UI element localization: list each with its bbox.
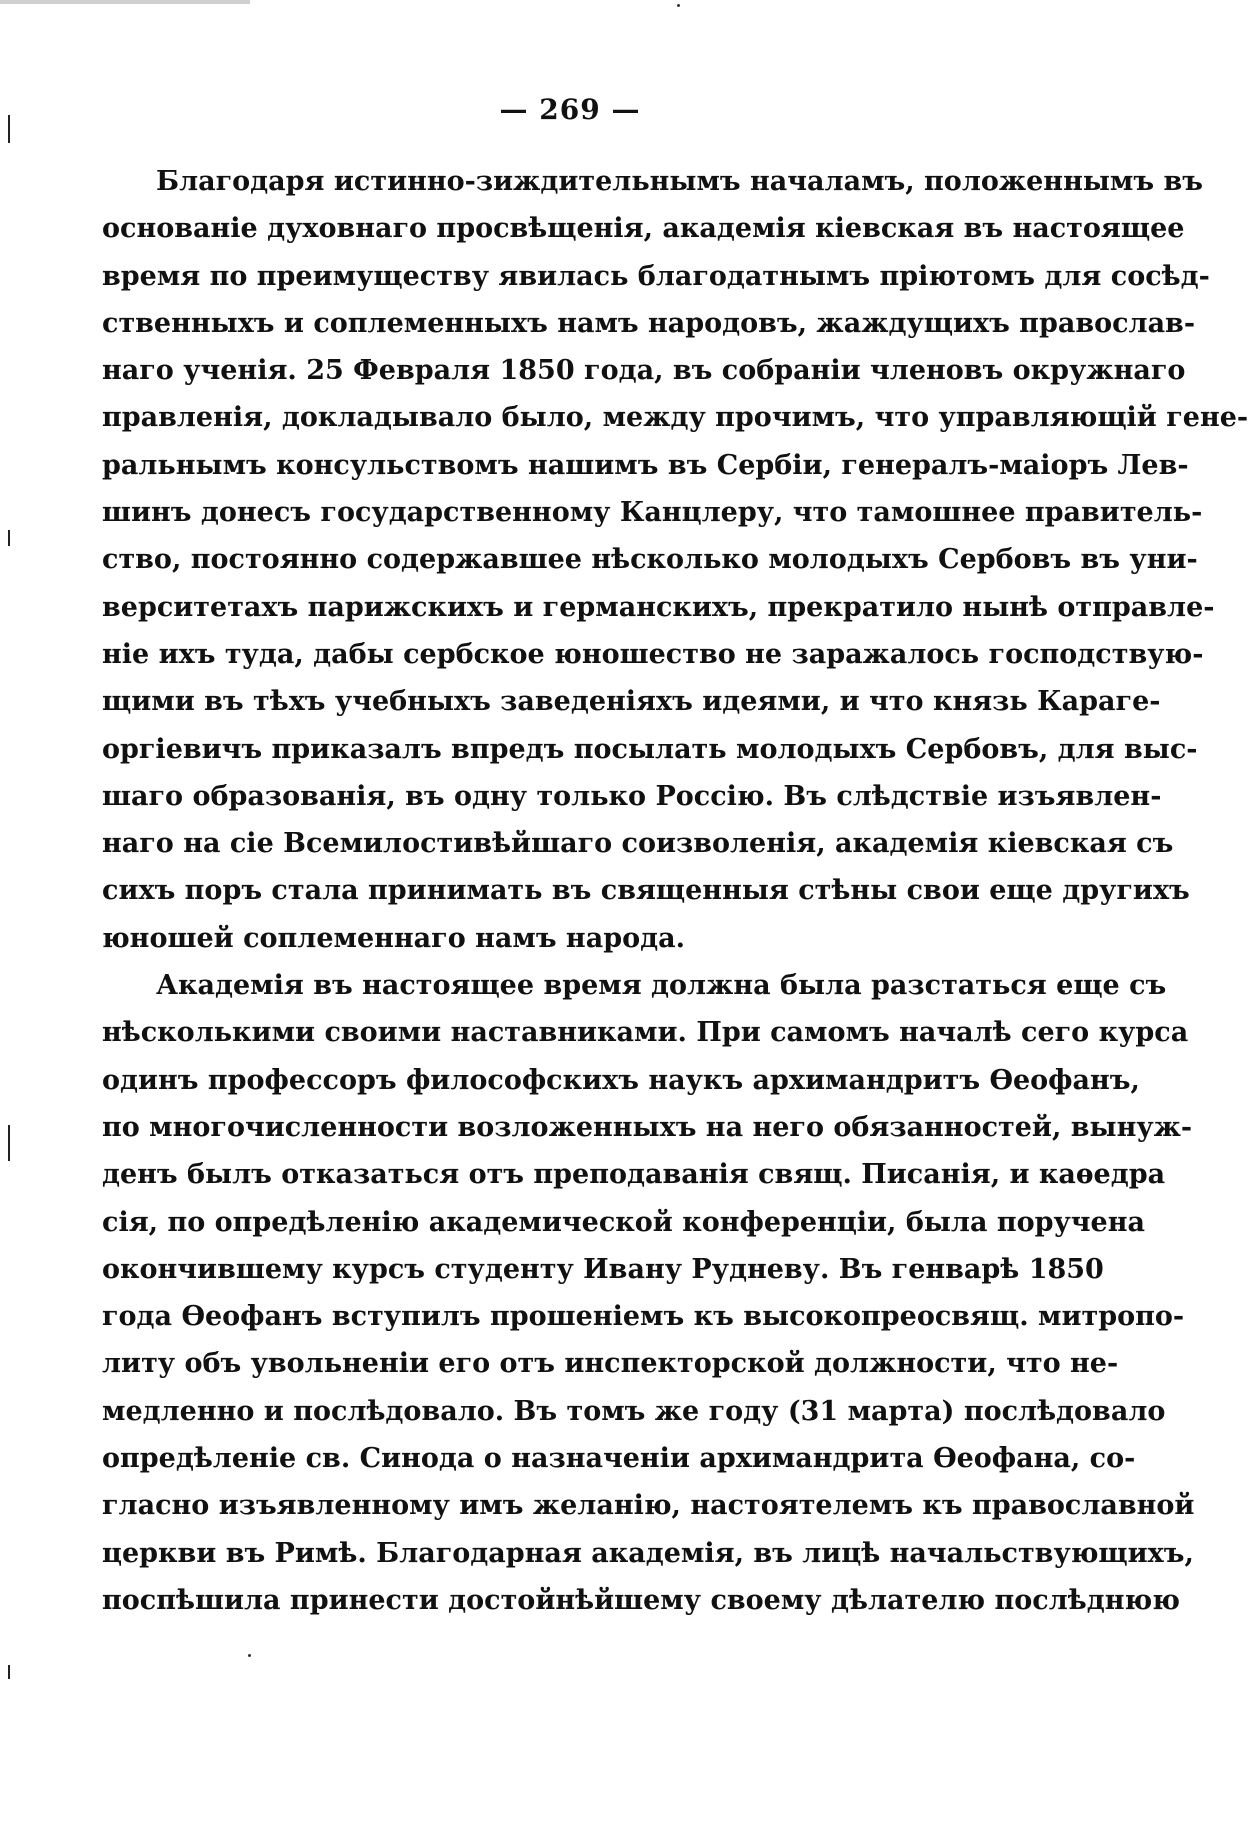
text-line: наго ученія. 25 Февраля 1850 года, въ собраніи членовъ окружнаго [102,355,1186,387]
text-line: наго на сіе Всемилостивѣйшаго соизволенія, академія кіевская съ [102,828,1174,860]
scan-dot-bottom [248,1654,251,1657]
paragraph-1 [102,158,1248,962]
left-margin-mark-2 [8,530,10,546]
text-line: одинъ профессоръ философскихъ наукъ архимандритъ Ѳеофанъ, [102,1064,1140,1096]
text-line: литу объ увольненіи его отъ инспекторской должности, что не- [102,1348,1119,1380]
text-line: юношей соплеменнаго намъ народа. [102,922,685,954]
text-line: денъ былъ отказаться отъ преподаванія свящ. Писанія, и каѳедра [102,1159,1166,1191]
text-line: основаніе духовнаго просвѣщенія, академія кіевская въ настоящее [102,213,1185,245]
text-line: оргіевичъ приказалъ впредъ посылать молодыхъ Сербовъ, для выс- [102,733,1198,765]
paragraph-2 [102,962,1195,1624]
text-line: сихъ поръ стала принимать въ священныя стѣны свои еще другихъ [102,875,1190,907]
text-line: время по преимуществу явилась благодатнымъ пріютомъ для сосѣд- [102,260,1210,292]
text-line: Академія въ настоящее время должна была разстаться еще съ [156,970,1167,1002]
page-text [102,158,1248,1624]
text-line: церкви въ Римѣ. Благодарная академія, въ лицѣ начальствующихъ, [102,1537,1194,1569]
text-line: сія, по опредѣленію академической конференціи, была поручена [102,1206,1145,1238]
text-line: верситетахъ парижскихъ и германскихъ, прекратило нынѣ отправле- [102,591,1215,623]
text-line: по многочисленности возложенныхъ на него обязанностей, вынуж- [102,1111,1193,1143]
text-line: поспѣшила принести достойнѣйшему своему дѣлателю послѣднюю [102,1584,1180,1616]
text-line: окончившему курсъ студенту Ивану Рудневу. Въ генварѣ 1850 [102,1253,1104,1285]
text-line: щими въ тѣхъ учебныхъ заведеніяхъ идеями, и что князь Караге- [102,686,1161,718]
left-margin-mark-3 [8,1125,10,1161]
text-line: года Ѳеофанъ вступилъ прошеніемъ къ высокопреосвящ. митропо- [102,1301,1185,1333]
page-number: — 269 — [499,93,641,126]
text-line: ральнымъ консульствомъ нашимъ въ Сербіи, генералъ-маіоръ Лев- [102,449,1189,481]
text-line: гласно изъявленному имъ желанію, настоятелемъ къ православной [102,1490,1195,1522]
text-line: шаго образованія, въ одну только Россію. Въ слѣдствіе изъявлен- [102,780,1162,812]
text-line: шинъ донесъ государственному Канцлеру, что тамошнее правитель- [102,497,1203,529]
text-line: медленно и послѣдовало. Въ томъ же году (31 марта) послѣдовало [102,1395,1166,1427]
text-line: ство, постоянно содержавшее нѣсколько молодыхъ Сербовъ въ уни- [102,544,1198,576]
text-line: Благодаря истинно-зиждительнымъ началамъ, положеннымъ въ [156,166,1203,197]
text-line: опредѣленіе св. Синода о назначеніи архимандрита Ѳеофана, со- [102,1443,1136,1475]
text-line: нѣсколькими своими наставниками. При самомъ началѣ сего курса [102,1017,1189,1049]
left-margin-mark-4 [8,1665,10,1679]
text-line: ніе ихъ туда, дабы сербское юношество не заражалось господствую- [102,638,1204,670]
text-line: правленія, докладывало было, между прочимъ, что управляющій гене- [102,402,1248,434]
scan-dot-top [677,4,680,7]
text-line: ственныхъ и соплеменныхъ намъ народовъ, жаждущихъ православ- [102,307,1196,339]
scan-edge-smudge [0,0,250,4]
